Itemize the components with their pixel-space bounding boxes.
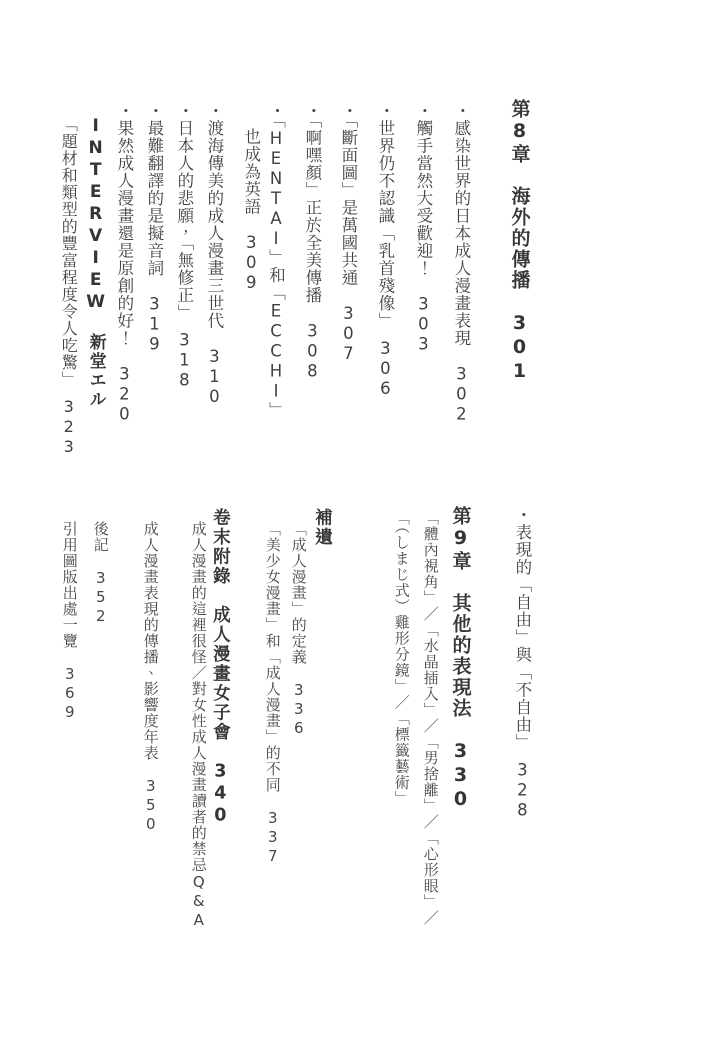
toc-entry: 成人漫畫的這裡很怪／對女性成人漫畫讀者的禁忌Q&A bbox=[189, 521, 208, 930]
toc-entry: ・最難翻譯的是擬音詞 319 bbox=[144, 102, 164, 355]
toc-entry-line2: 也成為英語 309 bbox=[241, 128, 261, 293]
expression-list-line: 「（しまじ式）雞形分鏡」／「標籤藝術」 bbox=[392, 510, 411, 807]
toc-entry-line1: ・「HENTAI」和「ECCHI」 bbox=[266, 102, 286, 419]
toc-entry: 「成人漫畫」的定義 336 bbox=[289, 521, 308, 738]
interview-quote: 「題材和類型的豐富程度令人吃驚」 323 bbox=[59, 116, 79, 457]
interview-heading: INTERVIEW 新堂エル bbox=[85, 116, 106, 409]
toc-entry: 成人漫畫表現的傳播、影響度年表 350 bbox=[141, 521, 160, 834]
toc-entry: ・表現的「自由」與「不自由」 328 bbox=[512, 506, 532, 821]
toc-entry: ・「啊嘿顏」正於全美傳播 308 bbox=[302, 102, 322, 382]
toc-entry: ・感染世界的日本成人漫畫表現 302 bbox=[451, 102, 471, 425]
toc-entry: ・日本人的悲願，「無修正」 318 bbox=[174, 102, 194, 391]
toc-entry: ・世界仍不認識「乳首殘像」 306 bbox=[375, 102, 395, 399]
toc-entry: ・果然成人漫畫還是原創的好！ 320 bbox=[114, 102, 134, 425]
chapter8-title: 第8章 海外的傳播 301 bbox=[508, 99, 531, 384]
afterword-entry: 後記 352 bbox=[91, 521, 110, 626]
toc-entry: ・觸手當然大受歡迎！ 303 bbox=[413, 102, 433, 355]
supplement-heading: 補遺 bbox=[312, 508, 333, 547]
chapter9-title: 第9章 其他的表現法 330 bbox=[449, 506, 472, 812]
toc-entry: 「美少女漫畫」和「成人漫畫」的不同 337 bbox=[263, 521, 282, 866]
appendix-heading: 卷末附錄 成人漫畫女子會 340 bbox=[210, 508, 231, 828]
credits-entry: 引用圖版出處一覽 369 bbox=[60, 521, 79, 722]
expression-list-line: 「體內視角」／「水晶插入」／「男捨離」／「心形眼」／ bbox=[421, 510, 440, 926]
toc-entry: ・「斷面圖」是萬國共通 307 bbox=[338, 102, 358, 364]
toc-entry: ・渡海傳美的成人漫畫三世代 310 bbox=[204, 102, 224, 407]
toc-entry bbox=[238, 102, 288, 419]
